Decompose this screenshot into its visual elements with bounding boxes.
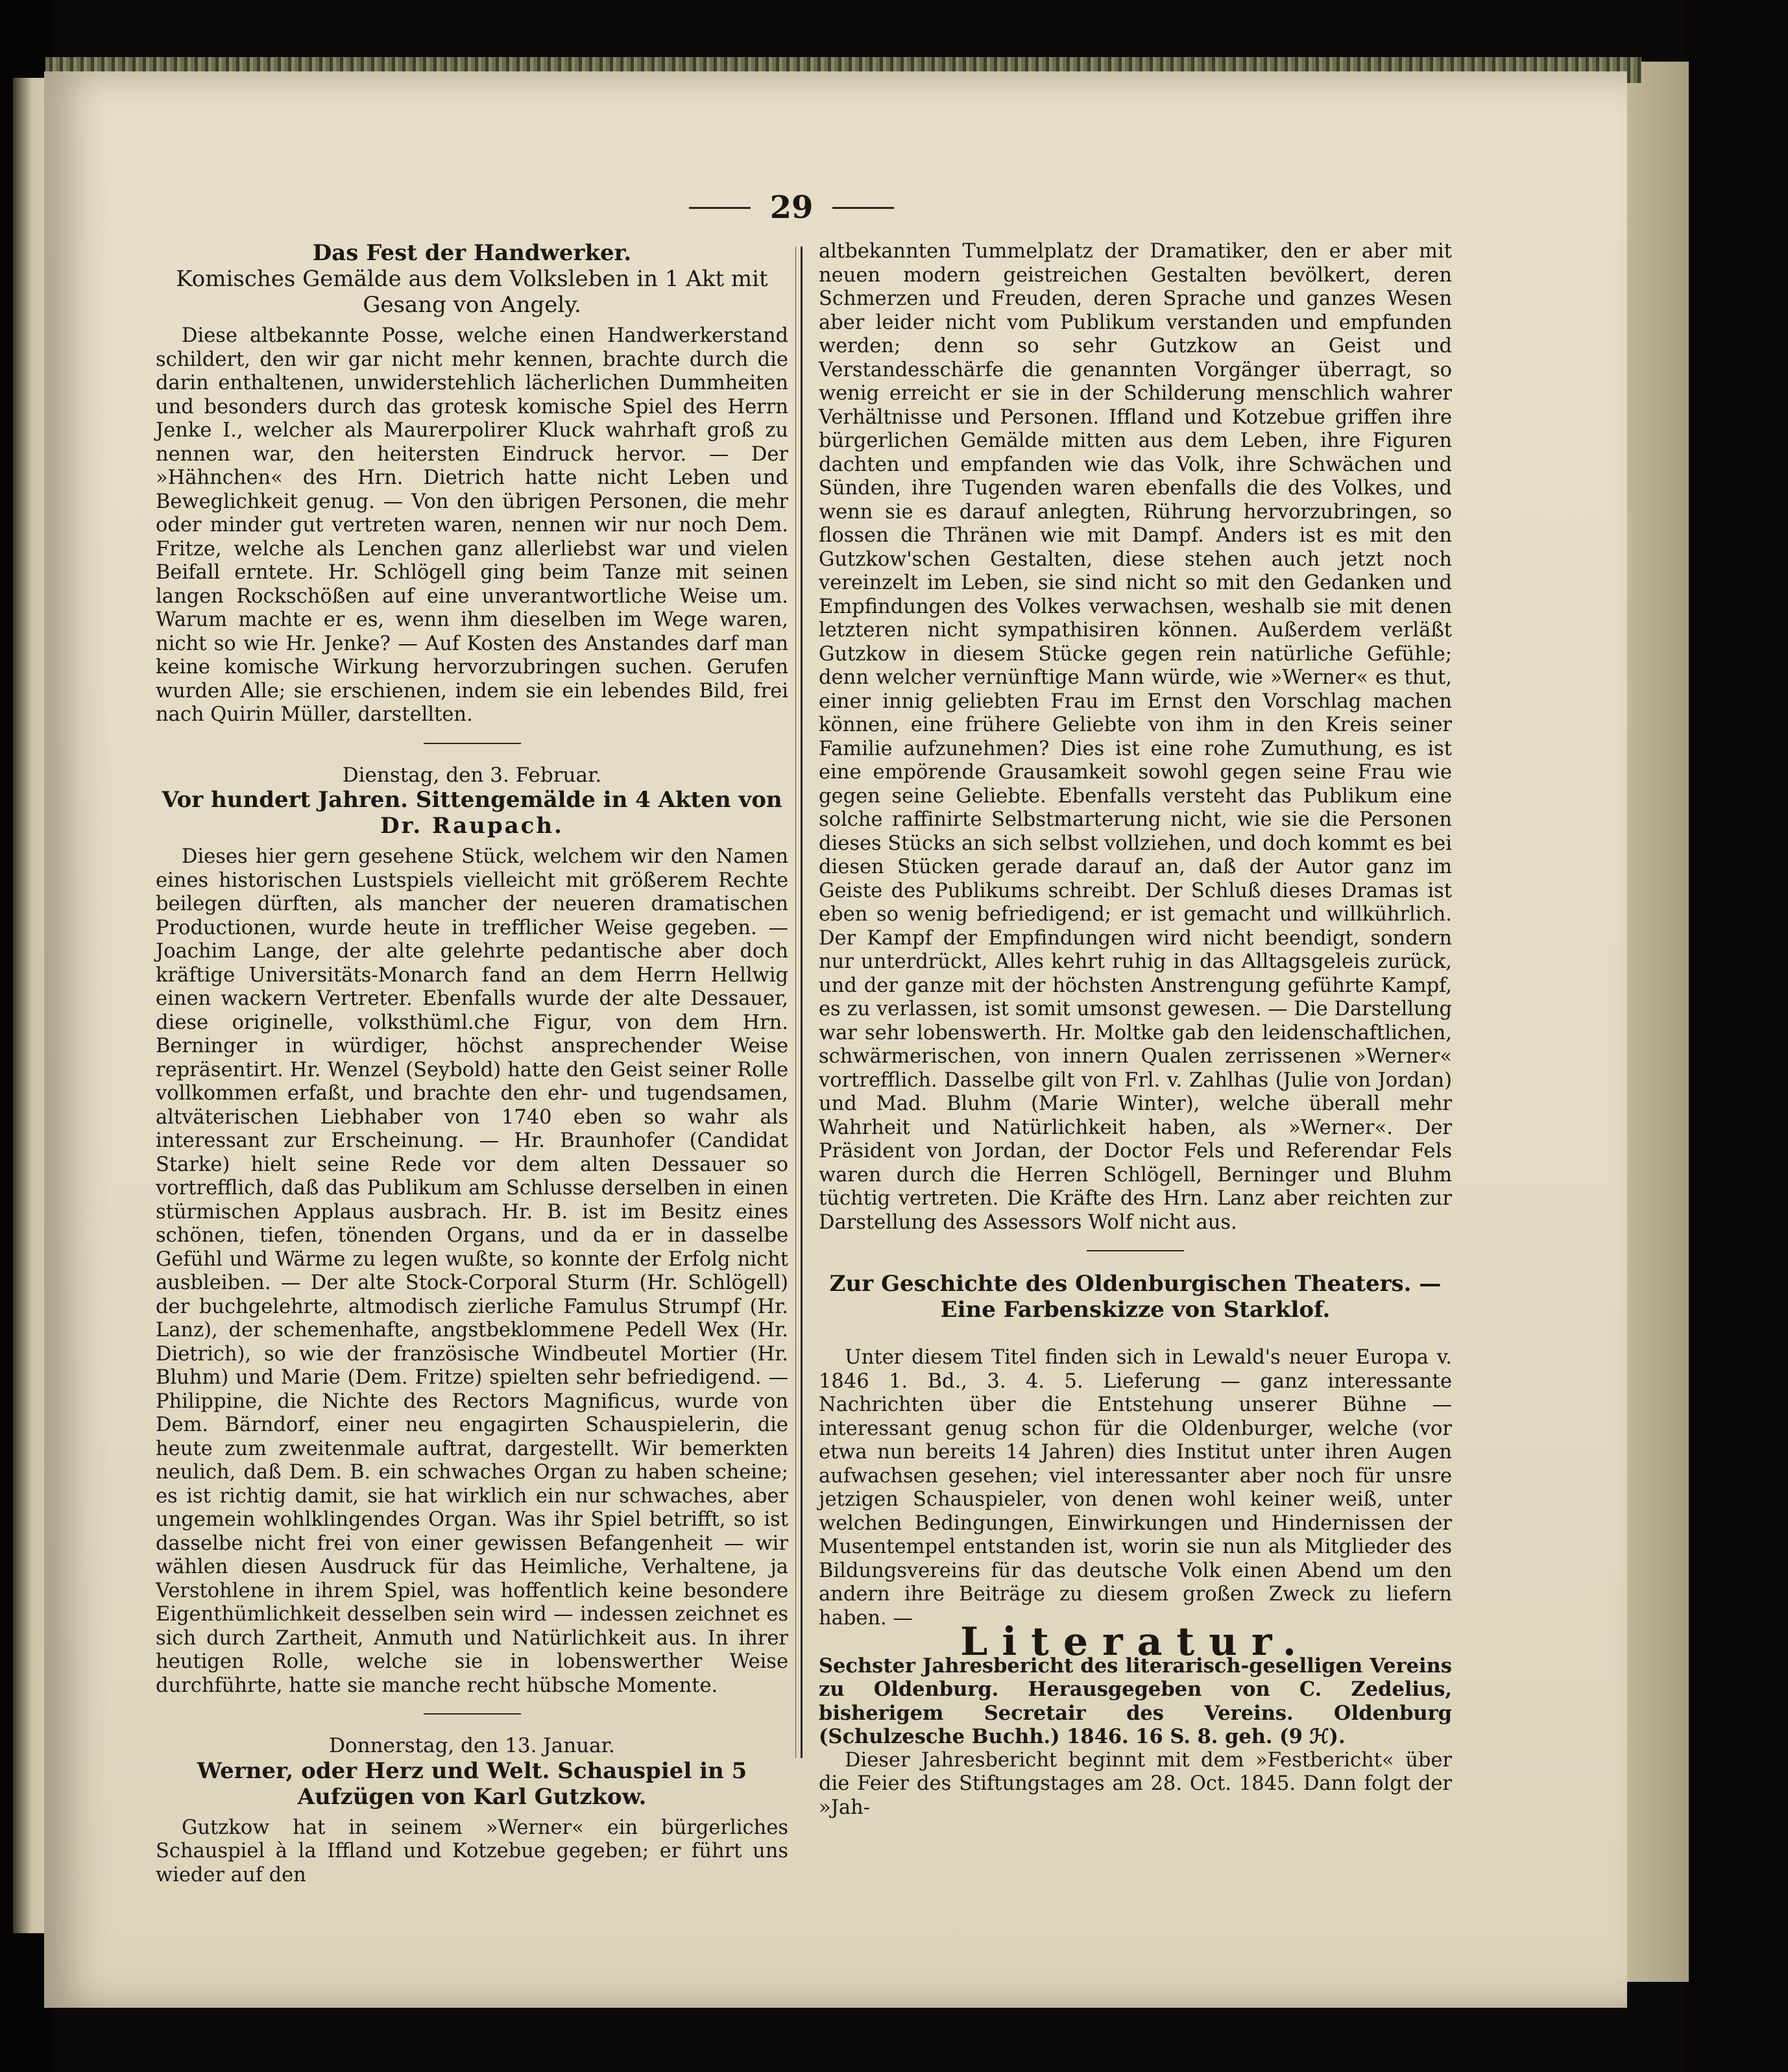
right-column [819, 240, 1452, 1820]
section-separator [424, 743, 521, 744]
section-title-literatur: Literatur. [960, 1619, 1311, 1665]
page-header [681, 185, 902, 230]
article-body-oldenburg-theater: Unter diesem Titel finden sich in Lewald's neuer Europa v. 1846 1. Bd., 3. 4. 5. Lieferung — ganz interessante Nachrichten über die Entstehung unserer Bühne — interessant genug schon für die Oldenburger, welche (vor etwa nun bereits 14 Jahren) dies Institut unter ihren Augen aufwachsen gesehen; viel interessanter aber noch für unsre jetzigen Schauspieler, von denen wohl keiner weiß, unter welchen Bedingungen, Einwirkungen und Hindernissen der Musentempel entstanden ist, worin sie nun als Mitglieder des Bildungsvereins für das deutsche Volk einen Abend um den andern ihre Beiträge zu diesem großen Zweck zu liefern haben. — [819, 1346, 1452, 1630]
column-divider [801, 247, 803, 1758]
article-author-raupach: Dr. Raupach. [380, 813, 564, 839]
column-divider-thin [795, 247, 796, 1758]
scan-background-right [1687, 0, 1788, 2072]
section-separator [1087, 1250, 1184, 1251]
date-heading-thursday: Donnerstag, den 13. Januar. [329, 1734, 615, 1757]
article-body-fest: Diese altbekannte Posse, welche einen Handwerkerstand schildert, den wir gar nicht mehr kennen, brachte durch die darin enthaltenen, unwiderstehlich lächerlichen Dummheiten und besonders durch das grotesk komische Spiel des Herrn Jenke I., welcher als Maurerpolirer Kluck wahrhaft groß zu nennen war, den heitersten Eindruck hervor. — Der »Hähnchen« des Hrn. Dietrich hatte nicht Leben und Beweglichkeit genug. — Von den übrigen Personen, die mehr oder minder gut vertreten waren, nennen wir nur noch Dem. Fritze, welche als Lenchen ganz allerliebst war und vielen Beifall erntete. Hr. Schlögell ging beim Tanze mit seinen langen Rockschößen auf eine unverantwortliche Weise um. Warum machte er es, wenn ihm dieselben im Wege waren, nicht so wie Hr. Jenke? — Auf Kosten des Anstandes darf man keine komische Wirkung hervorzubringen suchen. Gerufen wurden Alle; sie erschienen, indem sie ein lebendes Bild, frei nach Quirin Müller, darstellten. [156, 324, 788, 726]
left-column [156, 240, 788, 1887]
article-title-werner: Werner, oder Herz und Welt. Schauspiel in 5 Aufzügen von Karl Gutzkow. [197, 1757, 747, 1810]
article-title-hundert-jahren: Vor hundert Jahren. Sittengemälde in 4 Akten von [162, 787, 782, 813]
article-title-oldenburg-theater: Zur Geschichte des Oldenburgischen Theaters. — Eine Farbenskizze von Starklof. [829, 1271, 1442, 1323]
article-body-hundert-jahren: Dieses hier gern gesehene Stück, welchem wir den Namen eines historischen Lustspiels vielleicht mit größerem Rechte beilegen dürften, als mancher der neueren dramatischen Productionen, wurde heute in trefflicher Weise gegeben. — Joachim Lange, der alte gelehrte pedantische aber doch kräftige Universitäts-Monarch fand an dem Herrn Hellwig einen wackern Vertreter. Ebenfalls wurde der alte Dessauer, diese originelle, volksthüml.che Figur, von dem Hrn. Berninger in würdiger, höchst ansprechender Weise repräsentirt. Hr. Wenzel (Seybold) hatte den Geist seiner Rolle vollkommen erfaßt, und brachte den ehr- und tugendsamen, altväterischen Liebhaber von 1740 eben so wahr als interessant zur Erscheinung. — Hr. Braunhofer (Candidat Starke) hielt seine Rede vor dem alten Dessauer so vortrefflich, daß das Publikum am Schlusse derselben in einen stürmischen Applaus ausbrach. Hr. B. ist im Besitz eines schönen, tiefen, tönenden Organs, und da er in dasselbe Gefühl und Wärme zu legen wußte, so konnte der Erfolg nicht ausbleiben. — Der alte Stock-Corporal Sturm (Hr. Schlögell) der buchgelehrte, altmodisch zierliche Famulus Strumpf (Hr. Lanz), der schemenhafte, angstbeklommene Pedell Wex (Hr. Dietrich), so wie der französische Windbeutel Mortier (Hr. Bluhm) und Marie (Dem. Fritze) spielten sehr befriedigend. — Philippine, die Nichte des Rectors Magnificus, wurde von Dem. Bärndorf, einer neu engagirten Schauspielerin, die heute zum zweitenmale auftrat, dargestellt. Wir bemerkten neulich, daß Dem. B. ein schwaches Organ zu haben scheine; es ist richtig damit, sie hat wirklich ein nur schwaches, aber ungemein wohlklingendes Organ. Was ihr Spiel betrifft, so ist dasselbe nicht frei von einer gewissen Befangenheit — wir wählen diesen Ausdruck für das Heimliche, Verhaltene, ja Verstohlene in ihrem Spiel, was hoffentlich keine besondere Eigenthümlichkeit desselben sein wird — indessen zeichnet es sich durch Zartheit, Anmuth und Natürlichkeit aus. In ihrer heutigen Rolle, welche sie in lobenswerther Weise durchführte, hatte sie manche recht hübsche Momente. [156, 845, 788, 1697]
header-rule-left [689, 207, 751, 209]
header-rule-right [832, 207, 894, 209]
article-title-fest: Das Fest der Handwerker. [312, 240, 632, 266]
date-heading-tuesday: Dienstag, den 3. Februar. [342, 763, 602, 787]
page-number: 29 [769, 189, 814, 226]
article-title-jahresbericht: Sechster Jahresbericht des literarisch-geselligen Vereins zu Oldenburg. Herausgegeben von C. Zedelius, bisherigem Secretair des Vereins. Oldenburg (Schulzesche Buchh.) 1846. 16 S. 8. geh. (9 ℋ). [819, 1654, 1452, 1748]
article-subtitle-fest: Komisches Gemälde aus dem Volksleben in 1 Akt mit Gesang von Angely. [176, 266, 768, 318]
article-body-jahresbericht: Dieser Jahresbericht beginnt mit dem »Festbericht« über die Feier des Stiftungstages am 28. Oct. 1845. Dann folgt der »Jah- [819, 1748, 1452, 1819]
article-body-werner-continued: altbekannten Tummelplatz der Dramatiker, den er aber mit neuen modern geistreichen Gestalten bevölkert, deren Schmerzen und Freuden, deren Sprache und ganzes Wesen aber leider nicht vom Publikum verstanden und empfunden werden; denn so sehr Gutzkow an Geist und Verstandesschärfe die genannten Vorgänger überragt, so wenig erreicht er sie in der Schilderung menschlich wahrer Verhältnisse und Personen. Iffland und Kotzebue griffen ihre bürgerlichen Gemälde mitten aus dem Leben, ihre Figuren dachten und empfanden wie das Volk, ihre Schwächen und Sünden, ihre Tugenden waren ebenfalls die des Volkes, und wenn sie es darauf anlegten, Rührung hervorzubringen, so flossen die Thränen wie mit Dampf. Anders ist es mit den Gutzkow'schen Gestalten, diese stehen auch jetzt noch vereinzelt im Leben, sie sind nicht so mit den Gedanken und Empfindungen des Volkes verwachsen, weshalb sie mit denen letzteren nicht sympathisiren können. Außerdem verläßt Gutzkow in diesem Stücke gegen rein natürliche Gefühle; denn welcher vernünftige Mann würde, wie »Werner« es thut, einer innig geliebten Frau im Ernst den Vorschlag machen können, eine frühere Geliebte von ihm in den Kreis seiner Familie aufzunehmen? Dies ist eine rohe Zumuthung, es ist eine empörende Grausamkeit sowohl gegen seine Frau wie gegen seine Geliebte. Ebenfalls versteht das Publikum eine solche raffinirte Selbstmarterung nicht, wie sie die Personen dieses Stücks an sich selbst vollziehen, und doch kommt es bei diesen Stücken gerade darauf an, daß der Autor ganz im Geiste des Publikums schreibt. Der Schluß dieses Dramas ist eben so wenig befriedigend; er ist gemacht und willkührlich. Der Kampf der Empfindungen wird nicht beendigt, sondern nur unterdrückt, Alles kehrt ruhig in das Alltagsgeleis zurück, und der ganze mit der höchsten Anstrengung geführte Kampf, es zu verlassen, ist somit umsonst gewesen. — Die Darstellung war sehr lobenswerth. Hr. Moltke gab den leidenschaftlichen, schwärmerischen, von innern Qualen zerrissenen »Werner« vortrefflich. Dasselbe gilt von Frl. v. Zahlhas (Julie von Jordan) und Mad. Bluhm (Marie Winter), welche überall mehr Wahrheit und Natürlichkeit haben, als »Werner«. Der Präsident von Jordan, der Doctor Fels und Referendar Fels waren durch die Herren Schlögell, Berninger und Bluhm tüchtig vertreten. Die Kräfte des Hrn. Lanz aber reichten zur Darstellung des Assessors Wolf nicht aus. [819, 240, 1452, 1234]
article-body-werner-start: Gutzkow hat in seinem »Werner« ein bürgerliches Schauspiel à la Iffland und Kotzebue gegeben; er führt uns wieder auf den [156, 1816, 788, 1886]
section-separator [424, 1713, 521, 1715]
